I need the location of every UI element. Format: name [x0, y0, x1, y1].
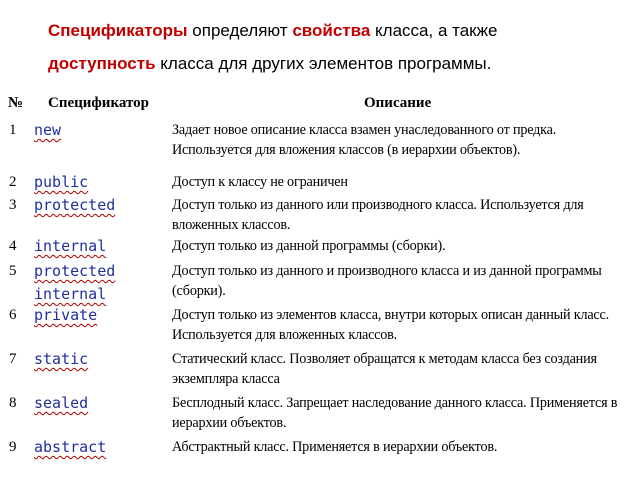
specifier-keyword: sealed	[34, 394, 89, 412]
specifier-keyword: abstract	[34, 438, 107, 456]
row-number: 6	[9, 307, 17, 323]
row-number: 7	[9, 351, 17, 367]
intro-text-part2: класса, а также	[370, 21, 498, 40]
specifier-keyword: protected	[34, 262, 116, 280]
row-description: Доступ только из элементов класса, внутри которых описан данный класс. Используется для вложенных классов.	[172, 307, 609, 343]
row-description: Статический класс. Позволяет обращатся к методам класса без создания экземпляра класса	[172, 351, 597, 387]
header-description: Описание	[364, 95, 432, 111]
row-description: Доступ только из данного или производного класса. Используется для вложенных классов.	[172, 197, 584, 233]
row-description: Бесплодный класс. Запрещает наследование данного класса. Применяется в иерархии объектов.	[172, 395, 618, 431]
row-number: 9	[9, 439, 17, 455]
intro-text-part3: класса для других элементов программы.	[155, 54, 492, 73]
row-description: Доступ только из данной программы (сборки).	[172, 238, 446, 254]
keyword-properties: свойства	[292, 21, 371, 40]
specifier-keyword: new	[34, 121, 62, 139]
specifier-keyword: private	[34, 306, 98, 324]
row-number: 2	[9, 174, 17, 190]
specifier-keyword: protected	[34, 196, 116, 214]
row-description: Абстрактный класс. Применяется в иерархии объектов.	[172, 439, 498, 455]
row-description: Доступ к классу не ограничен	[172, 174, 348, 190]
row-number: 3	[9, 197, 17, 213]
keyword-specifiers: Спецификаторы	[48, 21, 188, 40]
specifier-keyword: public	[34, 173, 89, 191]
row-description: Задает новое описание класса взамен унаследованного от предка. Используется для вложения классов (в иерархии объектов).	[172, 122, 557, 158]
specifier-keyword: static	[34, 350, 89, 368]
specifier-keyword-line2: internal	[34, 285, 107, 303]
intro-text	[48, 14, 628, 80]
row-number: 1	[9, 122, 17, 138]
specifier-keyword: internal	[34, 237, 107, 255]
row-number: 8	[9, 395, 17, 411]
intro-text-part1: определяют	[187, 21, 293, 40]
keyword-accessibility: доступность	[48, 54, 156, 73]
row-number: 4	[9, 238, 17, 254]
row-description: Доступ только из данного и производного класса и из данной программы (сборки).	[172, 263, 602, 299]
row-number: 5	[9, 263, 17, 279]
header-num: №	[8, 95, 24, 111]
header-specifier: Спецификатор	[48, 95, 149, 111]
